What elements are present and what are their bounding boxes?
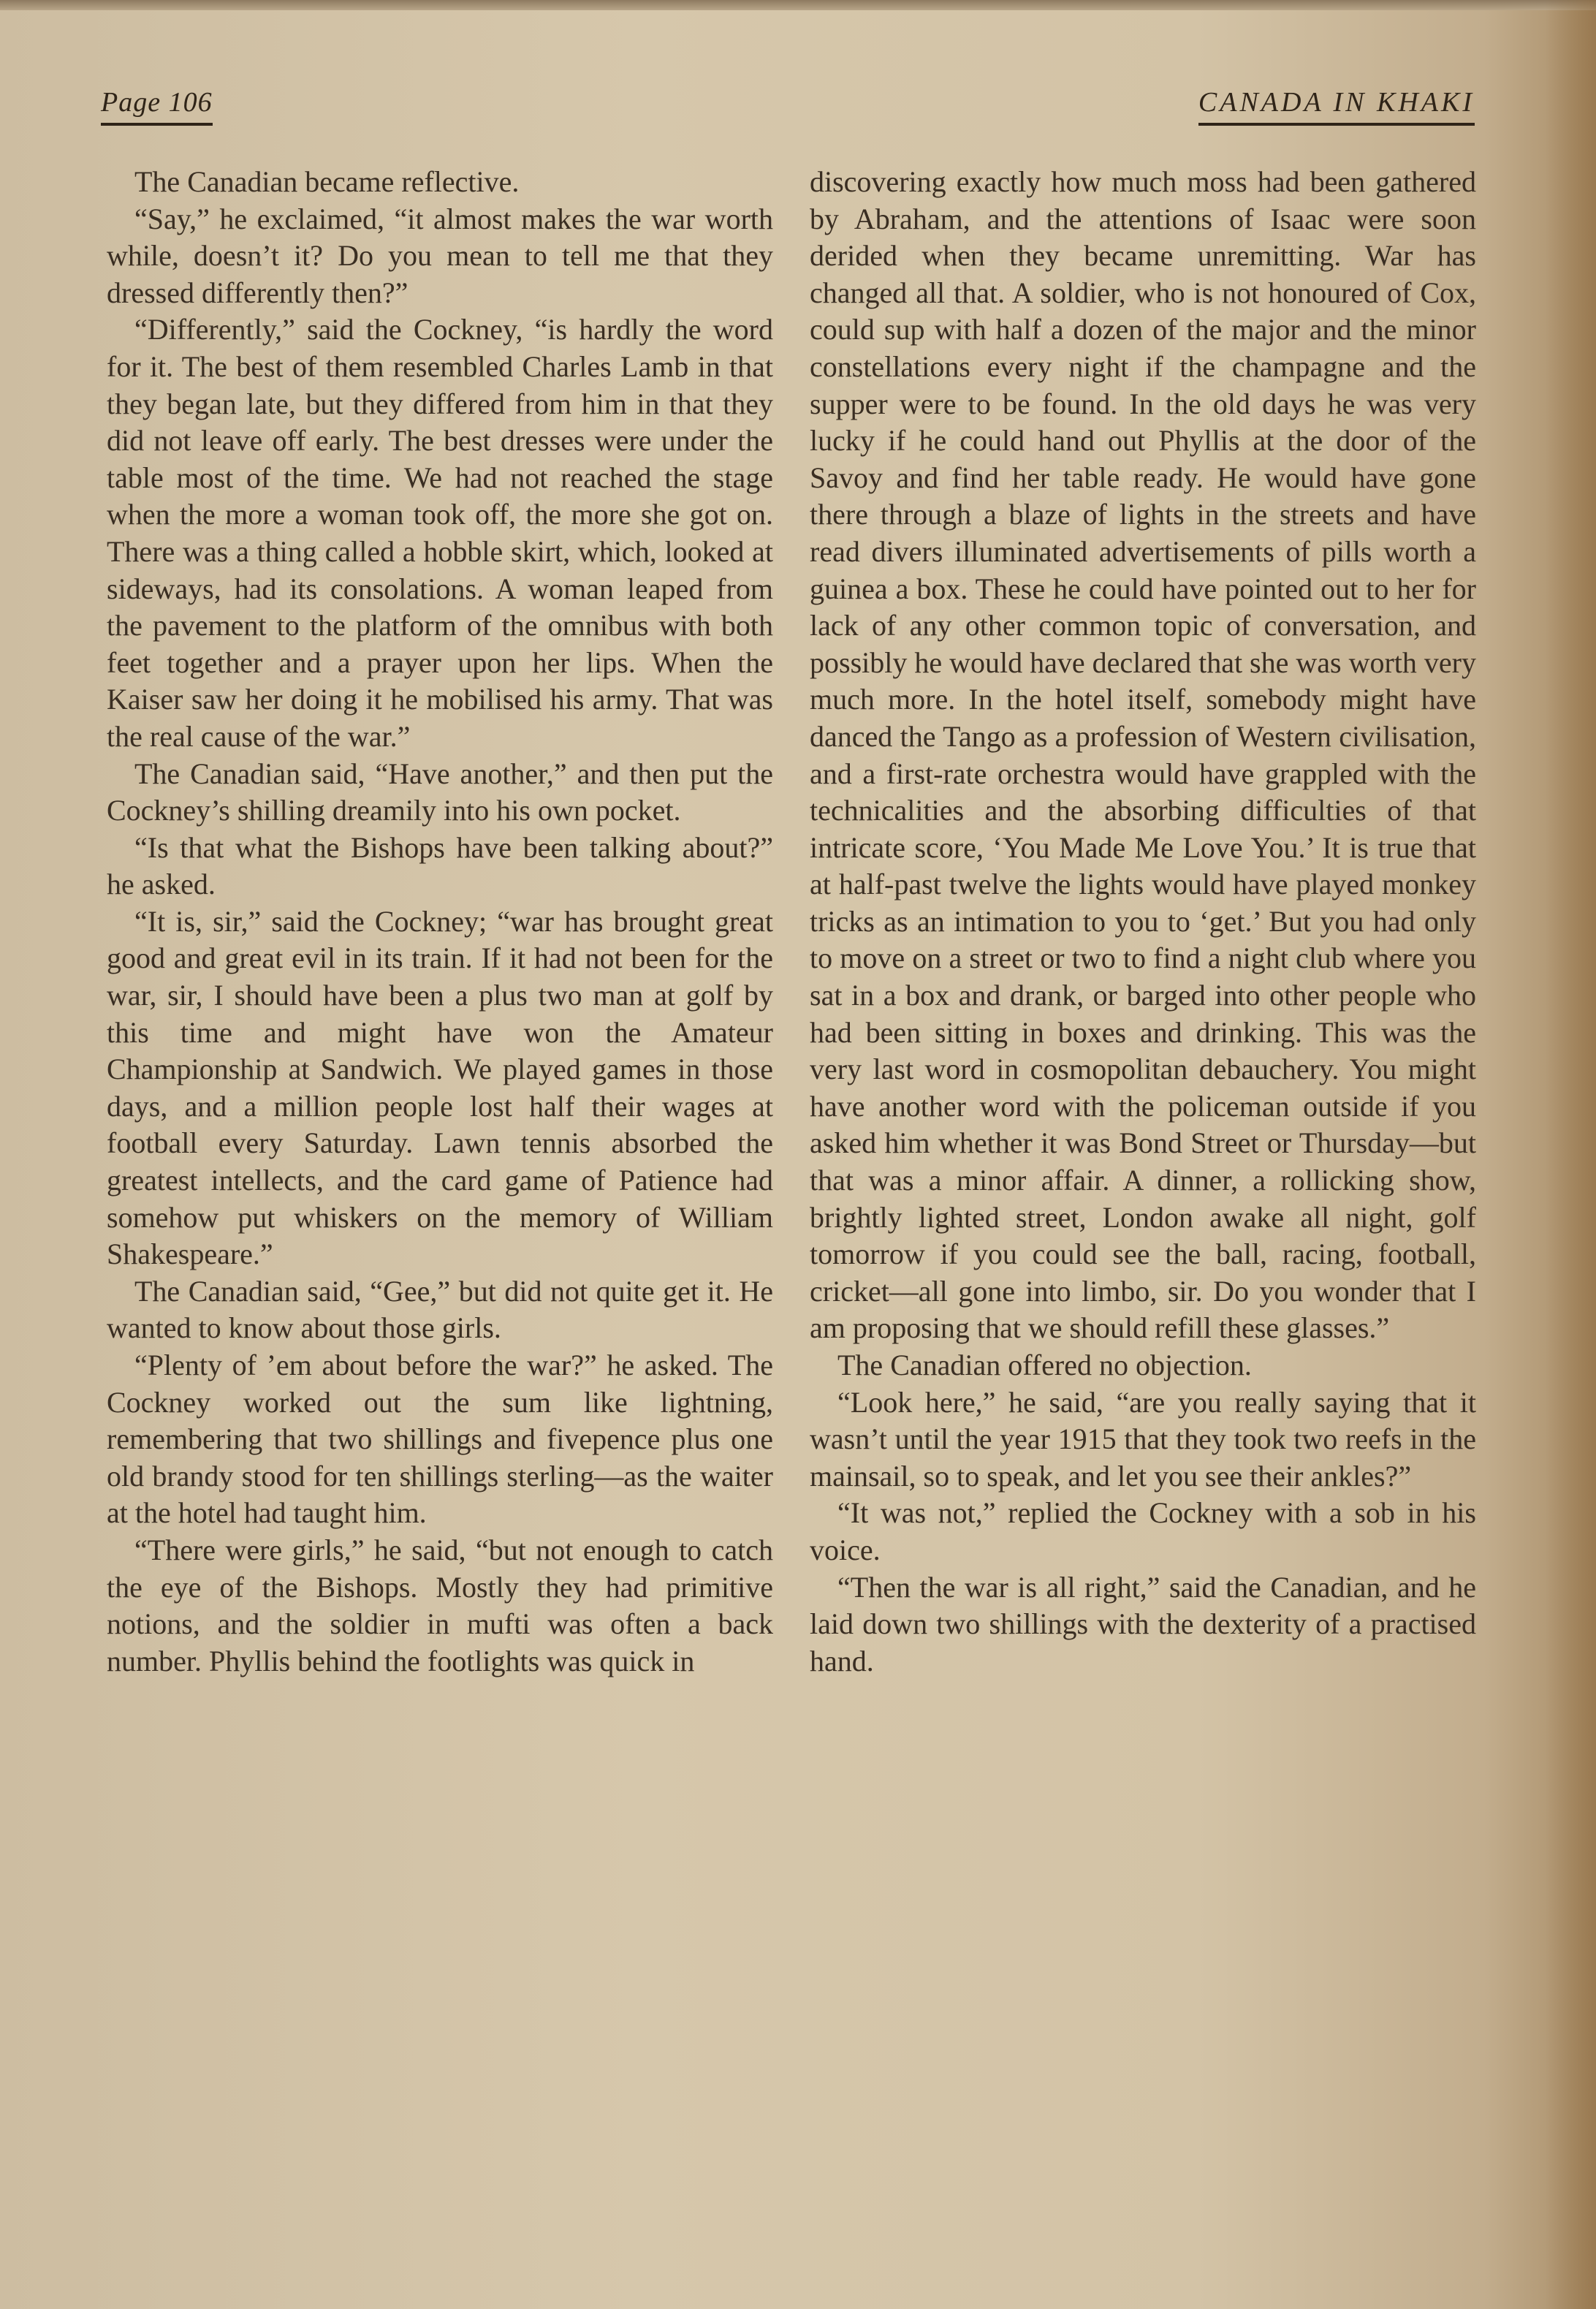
paragraph: “There were girls,” he said, “but not enough to catch the eye of the Bishops. Mostly they had primitive notions, and the soldier in mufti was often a back number. Phyllis behind the footlights was quick in (107, 1533, 773, 1677)
book-title: CANADA IN KHAKI (1198, 86, 1475, 126)
paragraph: “It was not,” replied the Cockney with a sob in his voice. (810, 1496, 1476, 1566)
paragraph: The Canadian became reflective. (134, 165, 520, 198)
page-number: Page 106 (101, 86, 213, 126)
paragraph: “Differently,” said the Cockney, “is hardly the word for it. The best of them resembled Charles Lamb in that they began late, but they differed from him in that they did not leave off early. The best dresses were under the table most of the time. We had not reached the stage when the more a woman took off, the more she got on. There was a thing called a hobble skirt, which, looked at sideways, had its consolations. A woman leaped from the pavement to the platform of the omnibus with both feet together and a prayer upon her lips. When the Kaiser saw her doing it he mobilised his army. That was the real cause of the war.” (107, 313, 773, 753)
paragraph: “Then the war is all right,” said the Canadian, and he laid down two shillings with the dexterity of a practised hand. (810, 1570, 1476, 1677)
paragraph: “Is that what the Bishops have been talking about?” he asked. (107, 830, 773, 901)
page-binding-shadow (1545, 0, 1596, 2309)
paragraph: The Canadian said, “Gee,” but did not quite get it. He wanted to know about those girls. (107, 1274, 773, 1345)
paragraph: The Canadian said, “Have another,” and then put the Cockney’s shilling dreamily into his own pocket. (107, 757, 773, 827)
running-head (101, 86, 1475, 137)
paragraph-continued: discovering exactly how much moss had been gathered by Abraham, and the attentions of Isaac were soon derided when they became unremitting. War has changed all that. A soldier, who is not honoured of Cox, could sup with half a dozen of the major and the minor constellations every night if the champagne and the supper were to be found. In the old days he was very lucky if he could hand out Phyllis at the door of the Savoy and find her table ready. He would have gone there through a blaze of lights in the streets and have read divers illuminated advertisements of pills worth a guinea a box. These he could have pointed out to her for lack of any other common topic of conversation, and possibly he would have declared that she was worth very much more. In the hotel itself, somebody might have danced the Tango as a profession of Western civilisation, and a first-rate orchestra would have grappled with the technicalities and the absorbing difficulties of that intricate score, ‘You Made Me Love You.’ It is true that at half-past twelve the lights would have played monkey tricks as an intimation to you to ‘get.’ But you had only to move on a street or two to find a night club where you sat in a box and drank, or barged into other people who had been sitting in boxes and drinking. This was the very last word in cosmopolitan debauchery. You might have another word with the policeman outside if you asked him whether it was Bond Street or Thursday—but that was a minor affair. A dinner, a rollicking show, brightly lighted street, London awake all night, golf tomorrow if you could see the ball, racing, football, cricket—all gone into limbo, sir. Do you wonder that I am proposing that we should refill these glasses.” (810, 165, 1476, 1345)
paragraph: “Look here,” he said, “are you really saying that it wasn’t until the year 1915 that they took two reefs in the mainsail, so to speak, and let you see their ankles?” (810, 1385, 1476, 1493)
page-top-edge (0, 0, 1596, 10)
left-column (107, 164, 773, 1680)
paragraph: “Say,” he exclaimed, “it almost makes the war worth while, doesn’t it? Do you mean to tell me that they dressed differently then?” (107, 202, 773, 309)
right-column (810, 164, 1476, 1680)
paragraph: The Canadian offered no objection. (837, 1349, 1252, 1381)
paragraph: “It is, sir,” said the Cockney; “war has brought great good and great evil in its train. If it had not been for the war, sir, I should have been a plus two man at golf by this time and might have won the Amateur Championship at Sandwich. We played games in those days, and a million people lost half their wages at football every Saturday. Lawn tennis absorbed the greatest intellects, and the card game of Patience had somehow put whiskers on the memory of William Shakespeare.” (107, 904, 773, 1271)
paragraph: “Plenty of ’em about before the war?” he asked. The Cockney worked out the sum like lightning, remembering that two shillings and fivepence plus one old brandy stood for ten shillings sterling—as the waiter at the hotel had taught him. (107, 1349, 773, 1530)
